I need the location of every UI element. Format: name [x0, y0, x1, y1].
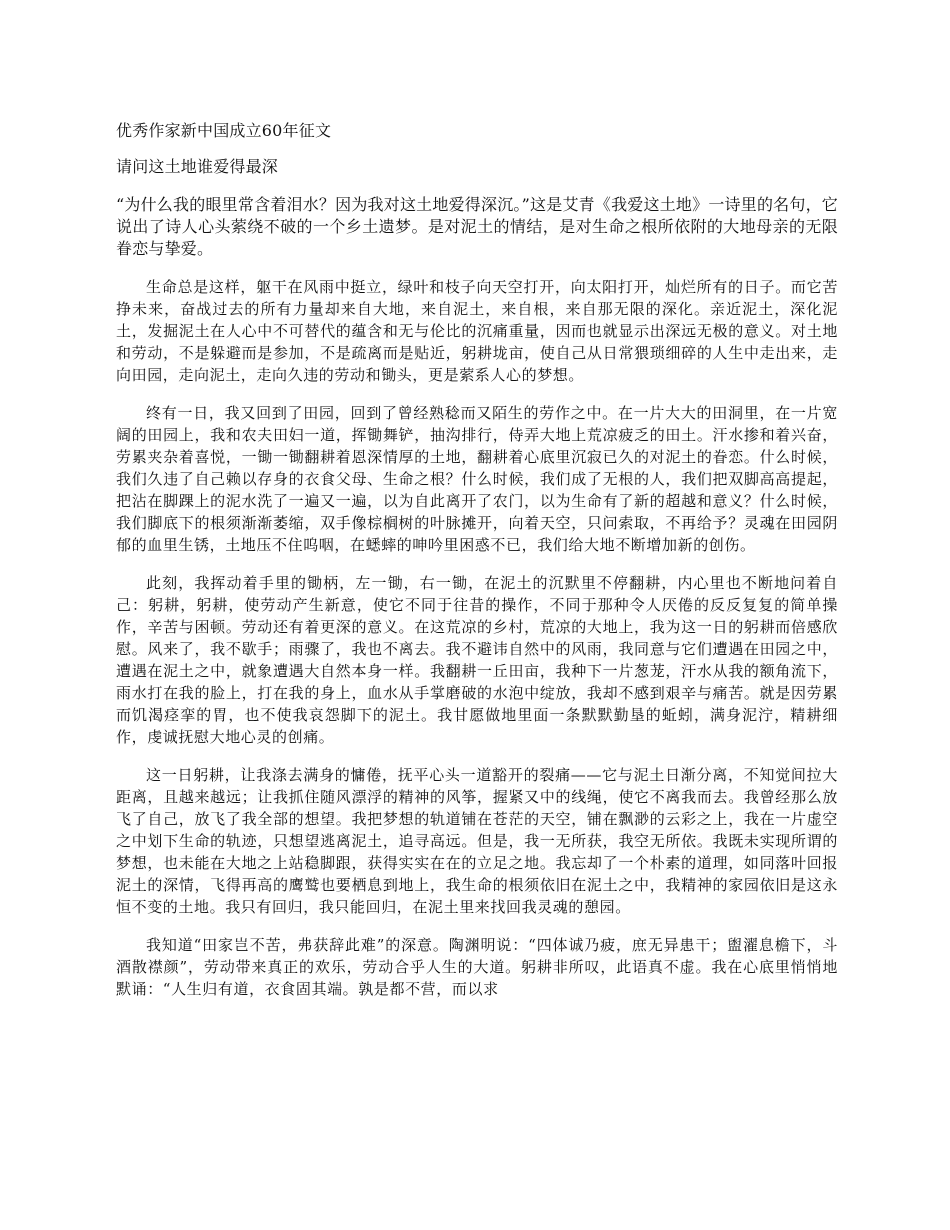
body-paragraph-1: 生命总是这样，躯干在风雨中挺立，绿叶和枝子向天空打开，向太阳打开，灿烂所有的日子。而它苦挣未来，奋战过去的所有力量却来自大地，来自泥土，来自根，来自那无限的深化。亲近泥土，深化泥土，发掘泥土在人心中不可替代的蕴含和无与伦比的沉痛重量，因而也就显示出深远无极的意义。对土地和劳动，不是躲避而是参加，不是疏离而是贴近，躬耕垅亩，使自己从日常猥琐细碎的人生中走出来，走向田园，走向泥土，走向久违的劳动和锄头，更是萦系人心的梦想。: [116, 278, 838, 384]
body-paragraph-3: 此刻，我挥动着手里的锄柄，左一锄，右一锄，在泥土的沉默里不停翻耕，内心里也不断地问着自己：躬耕，躬耕，使劳动产生新意，使它不同于往昔的操作，不同于那种令人厌倦的反反复复的简单操作，辛苦与困顿。劳动还有着更深的意义。在这荒凉的乡村，荒凉的大地上，我为这一日的躬耕而倍感欣慰。风来了，我不歇手；雨骤了，我也不离去。我不避讳自然中的风雨，我同意与它们遭遇在田园之中，遭遇在泥土之中，就象遭遇大自然本身一样。我翻耕一丘田亩，我种下一片葱茏，汗水从我的额角流下，雨水打在我的脸上，打在我的身上，血水从手掌磨破的水泡中绽放，我却不感到艰辛与痛苦。就是因劳累而饥渴痉挛的胃，也不使我哀怨脚下的泥土。我甘愿做地里面一条默默勤垦的蚯蚓，满身泥泞，精耕细作，虔诚抚慰大地心灵的创痛。: [116, 574, 838, 746]
body-paragraph-5: 我知道“田家岂不苦，弗获辞此难”的深意。陶渊明说：“四体诚乃疲，庶无异患干；盥濯息檐下，斗酒散襟颜”，劳动带来真正的欢乐，劳动合乎人生的大道。躬耕非所叹，此语真不虚。我在心底里悄悄地默诵：“人生归有道，衣食固其端。孰是都不营，而以求: [116, 936, 838, 998]
intro-paragraph: “为什么我的眼里常含着泪水？因为我对这土地爱得深沉。”这是艾青《我爱这土地》一诗里的名句，它说出了诗人心头萦绕不破的一个乡土遗梦。是对泥土的情结，是对生命之根所依附的大地母亲的无限眷恋与挚爱。: [116, 195, 838, 258]
body-paragraph-4: 这一日躬耕，让我涤去满身的慵倦，抚平心头一道豁开的裂痛——它与泥土日渐分离，不知觉间拉大距离，且越来越远；让我抓住随风漂浮的精神的风筝，握紧又中的线绳，使它不离我而去。我曾经那么放飞了自己，放飞了我全部的想望。我把梦想的轨道铺在苍茫的天空，铺在飘渺的云彩之上，我在一片虚空之中划下生命的轨迹，只想望逃离泥土，追寻高远。但是，我一无所获，我空无所依。我既未实现所谓的梦想，也未能在大地之上站稳脚跟，获得实实在在的立足之地。我忘却了一个朴素的道理，如同落叶回报泥土的深情，飞得再高的鹰鹫也要栖息到地上，我生命的根须依旧在泥土之中，我精神的家园依旧是这永恒不变的土地。我只有回归，我只能回归，在泥土里来找回我灵魂的憩园。: [116, 766, 838, 916]
document-title: 优秀作家新中国成立60年征文: [116, 121, 332, 140]
body-paragraph-2: 终有一日，我又回到了田园，回到了曾经熟稔而又陌生的劳作之中。在一片大大的田洞里，在一片宽阔的田园上，我和农夫田妇一道，挥锄舞铲，抽沟排行，侍弄大地上荒凉疲乏的田土。汗水掺和着兴奋，劳累夹杂着喜悦，一锄一锄翻耕着恩深情厚的土地，翻耕着心底里沉寂已久的对泥土的眷恋。什么时候，我们久违了自己赖以存身的衣食父母、生命之根？什么时候，我们成了无根的人，我们把双脚高高提起，把沾在脚踝上的泥水洗了一遍又一遍，以为自此离开了农门，以为生命有了新的超越和意义？什么时候，我们脚底下的根须渐渐萎缩，双手像棕榈树的叶脉摊开，向着天空，只问索取，不再给予？灵魂在田园阴郁的血里生锈，土地压不住呜咽，在蟋蟀的呻吟里困惑不已，我们给大地不断增加新的创伤。: [116, 404, 838, 554]
document-subtitle: 请问这土地谁爱得最深: [116, 157, 279, 176]
document-page: [116, 120, 838, 1016]
